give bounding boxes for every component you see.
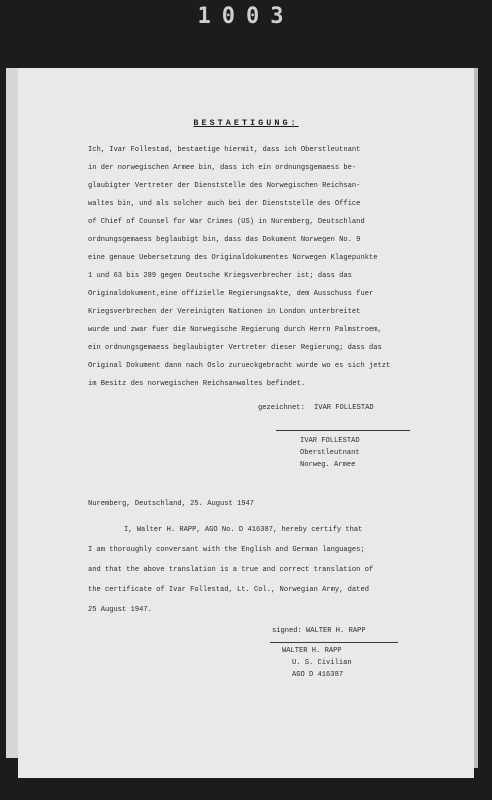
body-line: Originaldokument,eine offizielle Regierungsakte, dem Ausschuss fuer: [88, 290, 374, 298]
body-line: of Chief of Counsel for War Crimes (US) in Nuremberg, Deutschland: [88, 218, 365, 226]
cert-signature-ago: AGO D 416387: [292, 671, 344, 679]
cert-line: I am thoroughly conversant with the English and German languages;: [88, 546, 365, 554]
body-line: Ich, Ivar Follestad, bestaetige hiermit, dass ich Oberstleutnant: [88, 146, 361, 154]
cert-signed-label: signed:: [272, 627, 302, 635]
body-line: Kriegsverbrechen der Vereinigten Nationen in London unterbreitet: [88, 308, 361, 316]
body-line: ordnungsgemaess beglaubigt bin, dass das Dokument Norwegen No. 9: [88, 236, 361, 244]
document-page: [18, 68, 474, 778]
cert-line: and that the above translation is a true and correct translation of: [88, 566, 374, 574]
signed-name: IVAR FOLLESTAD: [314, 404, 374, 412]
body-line: glaubigter Vertreter der Dienststelle des Norwegischen Reichsan-: [88, 182, 361, 190]
cert-line: 25 August 1947.: [88, 606, 152, 614]
page-number: 1003: [197, 4, 295, 29]
paper-shadow: [474, 68, 478, 768]
body-line: wurde und zwar fuer die Norwegische Regierung durch Herrn Palmstroem,: [88, 326, 382, 334]
cert-signature-name: WALTER H. RAPP: [282, 647, 342, 655]
signature-rank: Oberstleutnant: [300, 449, 360, 457]
body-line: im Besitz des norwegischen Reichsanwaltes befindet.: [88, 380, 306, 388]
cert-signature-rule: [270, 642, 398, 643]
cert-signature-status: U. S. Civilian: [292, 659, 352, 667]
document-title: BESTAETIGUNG:: [193, 118, 299, 128]
body-line: 1 und 63 bis 289 gegen Deutsche Kriegsverbrecher ist; dass das: [88, 272, 352, 280]
cert-signed-name: WALTER H. RAPP: [306, 627, 366, 635]
body-line: eine genaue Uebersetzung des Originaldokumentes Norwegen Klagepunkte: [88, 254, 378, 262]
signature-rule: [276, 430, 410, 431]
signature-unit: Norweg. Armee: [300, 461, 356, 469]
body-line: in der norwegischen Armee bin, dass ich ein ordnungsgemaess be-: [88, 164, 357, 172]
paper-edge-strip: [6, 68, 18, 758]
signed-label: gezeichnet:: [258, 404, 305, 412]
cert-line: I, Walter H. RAPP, AGO No. D 416387, hereby certify that: [124, 526, 363, 534]
body-line: ein ordnungsgemaess beglaubigter Vertreter dieser Regierung; dass das: [88, 344, 382, 352]
body-line: Original Dokument dann nach Oslo zurueckgebracht wurde wo es sich jetzt: [88, 362, 391, 370]
signature-name: IVAR FOLLESTAD: [300, 437, 360, 445]
body-line: waltes bin, und als solcher auch bei der Dienststelle des Office: [88, 200, 361, 208]
cert-line: the certificate of Ivar Follestad, Lt. Col., Norwegian Army, dated: [88, 586, 369, 594]
place-date: Nuremberg, Deutschland, 25. August 1947: [88, 500, 255, 508]
